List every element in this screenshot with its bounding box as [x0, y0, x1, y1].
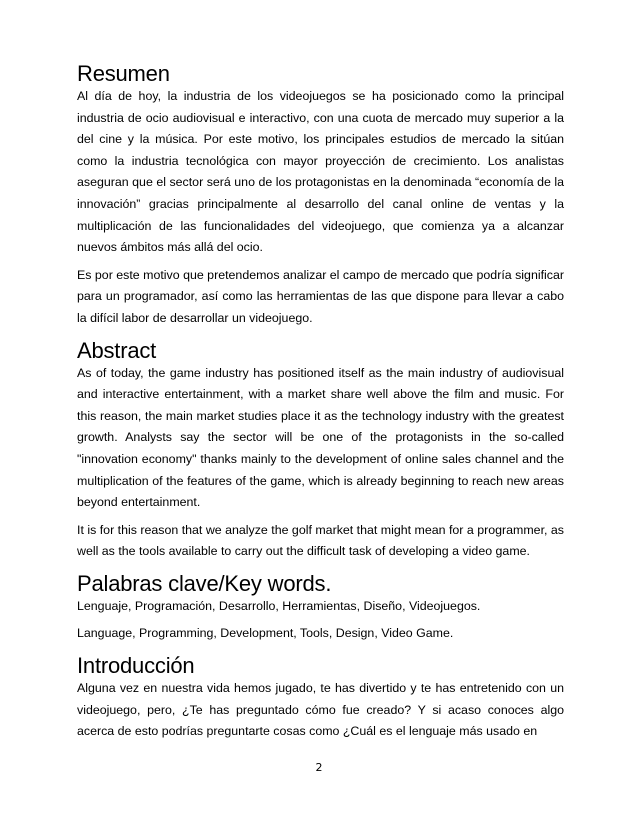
resumen-paragraph-1: Al día de hoy, la industria de los videojuegos se ha posicionado como la principal industria de ocio audiovisual e interactivo, con una cuota de mercado muy superior a la del cine y la música. Por este motivo, los principales estudios de mercado la sitúan como la industria tecnológica con mayor proyección de crecimiento. Los analistas aseguran que el sector será uno de los protagonistas en la denominada “economía de la innovación” gracias principalmente al desarrollo del canal online de ventas y la multiplicación de las funcionalidades del videojuego, que comienza ya a alcanzar nuevos ámbitos más allá del ocio.	[77, 89, 564, 255]
document-page	[77, 62, 564, 743]
introduccion-paragraph: Alguna vez en nuestra vida hemos jugado, te has divertido y te has entretenido con un videojuego, pero, ¿Te has preguntado cómo fue creado? Y si acaso conoces algo acerca de esto podrías preguntarte cosas como ¿Cuál es el lenguaje más usado en	[77, 681, 564, 739]
abstract-paragraph-1: As of today, the game industry has positioned itself as the main industry of audiovisual and interactive entertainment, with a market share well above the film and music. For this reason, the main market studies place it as the technology industry with the greatest growth. Analysts say the sector will be one of the protagonists in the so-called "innovation economy" thanks mainly to the development of online sales channel and the multiplication of the features of the game, which is already beginning to reach new areas beyond entertainment.	[77, 365, 564, 510]
abstract-heading: Abstract	[77, 337, 157, 363]
resumen-heading: Resumen	[77, 61, 170, 86]
keywords-english: Language, Programming, Development, Tools, Design, Video Game.	[77, 626, 454, 641]
resumen-paragraph-2: Es por este motivo que pretendemos analizar el campo de mercado que podría significar para un programador, así como las herramientas de las que dispone para llevar a cabo la difícil labor de desarrollar un videojuego.	[77, 267, 564, 325]
abstract-paragraph-2: It is for this reason that we analyze the golf market that might mean for a programmer, as well as the tools available to carry out the difficult task of developing a video game.	[77, 522, 564, 559]
page-number: 2	[315, 761, 323, 774]
introduccion-heading: Introducción	[77, 653, 195, 679]
keywords-heading: Palabras clave/Key words.	[77, 570, 332, 596]
keywords-spanish: Lenguaje, Programación, Desarrollo, Herramientas, Diseño, Videojuegos.	[77, 598, 481, 613]
